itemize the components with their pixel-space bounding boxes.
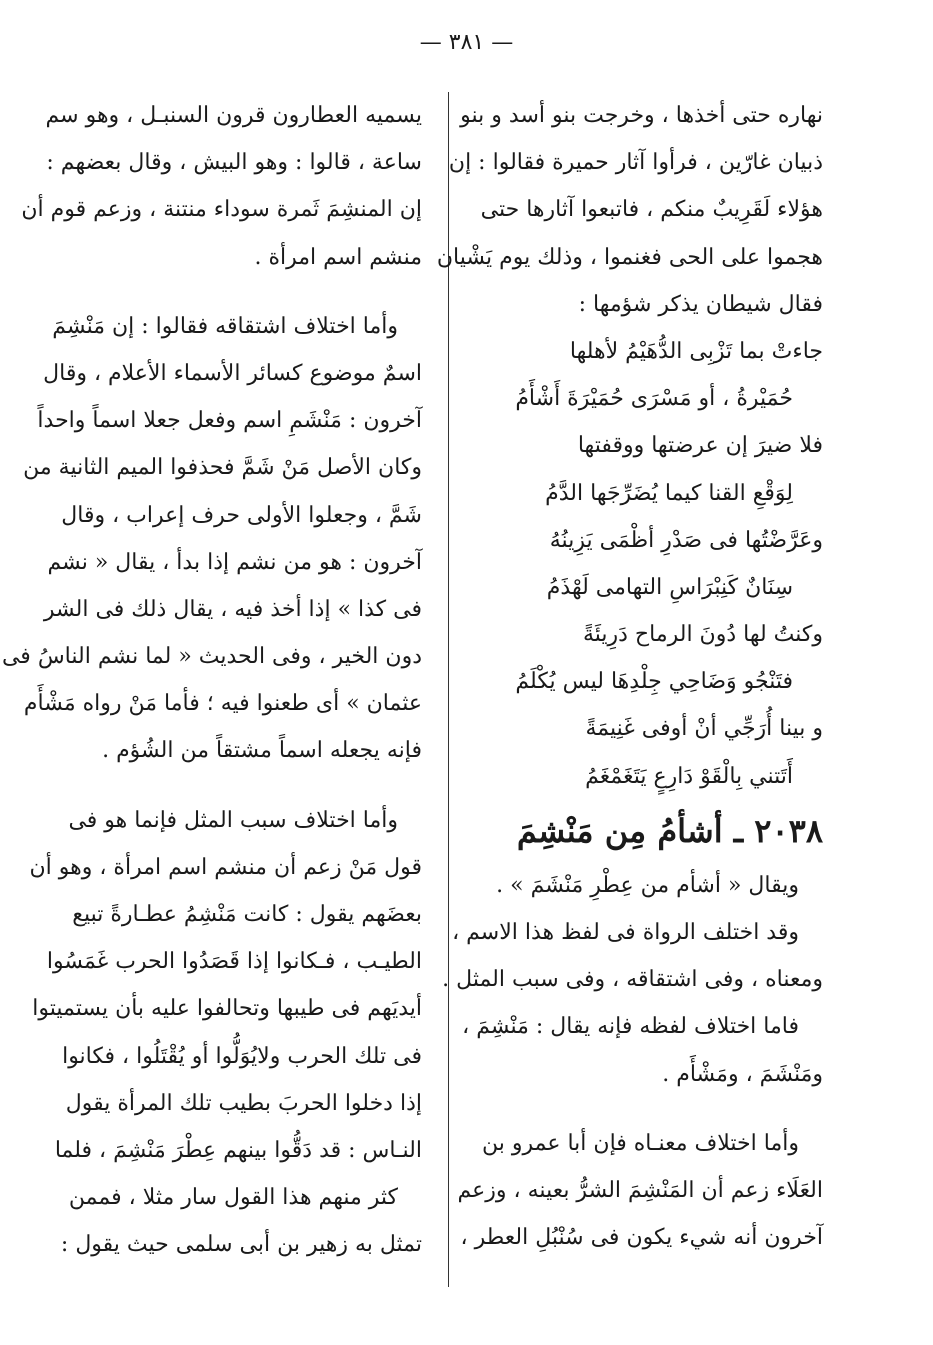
verse-line: أَتَتني بِالْقَوْ دَارِعٍ يَتَغَمْغَمُ	[585, 763, 793, 789]
verse-line: وكنتُ لها دُونَ الرماح دَرِيئَةً	[582, 622, 823, 648]
verse-line: فلا ضيرَ إن عرضتها ووقفتها	[577, 433, 823, 459]
text-line: بعضَهم يقول : كانت مَنْشِمُ عطـارةً تبيع	[72, 902, 422, 927]
text-line: وكان الأصل مَنْ شَمَّ فحذفوا الميم الثانية من	[23, 455, 422, 481]
verse-line: و بينا أُرَجِّي أنْ أوفى غَنِيمَةً	[585, 716, 823, 742]
text-line: آخرون أنه شيء يكون فى سُنْبُلِ العطر ،	[460, 1225, 823, 1251]
text-line: شَمَّ ، وجعلوا الأولى حرف إعراب ، وقال	[61, 502, 422, 528]
text-line: عثمان » أى طعنوا فيه ؛ فأما مَنْ رواه مَشْأَم	[23, 691, 422, 717]
text-line: إذا دخلوا الحربَ بطيب تلك المرأة يقول	[65, 1090, 422, 1116]
text-line: أيديَهم فى طيبها وتحالفوا عليه بأن يستميتوا	[32, 996, 422, 1022]
verse-line: لِوَقْعِ القنا كيما يُضَرِّجَها الدَّمُ	[545, 480, 793, 506]
text-line: هجموا على الحى فغنموا ، وذلك يوم يَشْيان	[436, 244, 823, 270]
paragraph-meaning	[457, 1120, 823, 1262]
text-line: منشم اسم امرأة .	[254, 244, 422, 270]
text-line: العَلَاء زعم أن المَنْشِمَ الشرُّ بعينه ، وزعم	[457, 1177, 823, 1203]
verse-line: فتَنْجُو وَضَاحِي جِلْدِهَا ليس يُكْلَمُ	[515, 669, 793, 695]
paragraph-story-continued	[436, 92, 823, 328]
text-line: الطيـب ، فـكانوا إذا قَصَدُوا الحرب غَمَسُوا	[46, 949, 422, 975]
proverb-heading: ٢٠٣٨ ـ أشأمُ مِن مَنْشِمَ	[516, 811, 823, 850]
text-line: ذبيان غارّين ، فرأوا آثار حميرة فقالوا : إن	[448, 150, 823, 176]
verse-line: وعَرَّضْتُها فى صَدْرِ أظْمَى يَزِينُهُ	[549, 527, 823, 553]
text-line: وقد اختلف الرواة فى لفظ هذا الاسم ،	[452, 920, 799, 945]
text-line: إن المنشِمَ ثَمرة سوداء منتنة ، وزعم قوم أن	[21, 197, 422, 223]
text-line: يسميه العطارون قرون السنبـل ، وهو سم	[45, 103, 422, 128]
text-line: دون الخير ، وفى الحديث « لما نشم الناسُ فى	[1, 644, 422, 670]
text-line: وأما اختلاف اشتقاقه فقالوا : إن مَنْشِمَ	[52, 313, 398, 339]
page-number: — ٣٨١ —	[419, 30, 514, 55]
right-column	[436, 92, 823, 1261]
left-column	[1, 92, 422, 1269]
text-line: فى تلك الحرب ولايُوَلُّوا أو يُقْتَلُوا ، فكانوا	[62, 1043, 422, 1069]
text-line: فقال شيطان يذكر شؤمها :	[578, 291, 823, 317]
text-line: نهاره حتى أخذها ، وخرجت بنو أسد و بنو	[460, 103, 823, 128]
verse-line: حُمَيْرةُ ، أو مَسْرَى حُمَيْرَةَ أَشْأَمُ	[515, 386, 793, 412]
text-line: ومَنْشَمَ ، ومَشْأَم .	[662, 1061, 823, 1087]
text-line: ساعة ، قالوا : وهو البيش ، وقال بعضهم :	[46, 150, 422, 176]
paragraph-meaning-continued	[21, 92, 422, 281]
text-line: هؤلاء لَقَرِيبٌ منكم ، فاتبعوا آثارها حتى	[480, 197, 823, 223]
verse-line: سِنَانٌ كَنِبْرَاسِ التهامى لَهْذَمُ	[546, 574, 793, 600]
text-line: تمثل به زهير بن أبى سلمى حيث يقول :	[60, 1232, 422, 1258]
text-line: كثر منهم هذا القول سار مثلا ، فممن	[68, 1185, 398, 1211]
poem-verses	[463, 328, 823, 800]
text-line: ومعناه ، وفى اشتقاقه ، وفى سبب المثل .	[442, 967, 823, 993]
text-line: ويقال « أشأم من عِطْرِ مَنْشَمَ » .	[496, 872, 799, 898]
paragraph-origin	[29, 797, 422, 1269]
text-line: آخرون : مَنْشَمِ اسم وفعل جعلا اسماً واحداً	[37, 408, 422, 434]
text-line: فاما اختلاف لفظه فإنه يقال : مَنْشِمَ ،	[462, 1014, 799, 1040]
text-line: فإنه يجعله اسماً مشتقاً من الشُؤم .	[102, 738, 422, 764]
text-line: فى كذا » إذا أخذ فيه ، يقال ذلك فى الشر	[43, 596, 422, 622]
text-line: وأما اختلاف سبب المثل فإنما هو فى	[68, 807, 398, 833]
text-line: وأما اختلاف معنـاه فإن أبا عمرو بن	[482, 1130, 799, 1156]
paragraph-variants	[442, 862, 823, 1098]
text-line: النـاس : قد دَقُّوا بينهم عِطْرَ مَنْشِمَ ، فلما	[54, 1137, 422, 1163]
paragraph-derivation	[1, 303, 422, 775]
text-line: اسمٌ موضوع كسائر الأسماء الأعلام ، وقال	[43, 360, 422, 386]
text-line: آخرون : هو من نشم إذا بدأ ، يقال « نشم	[47, 549, 422, 575]
verse-line: جاءتْ بما تَزْبِى الدُّهَيْمُ لأهلها	[569, 338, 823, 364]
text-line: قول مَنْ زعم أن منشم اسم امرأة ، وهو أن	[29, 854, 422, 880]
